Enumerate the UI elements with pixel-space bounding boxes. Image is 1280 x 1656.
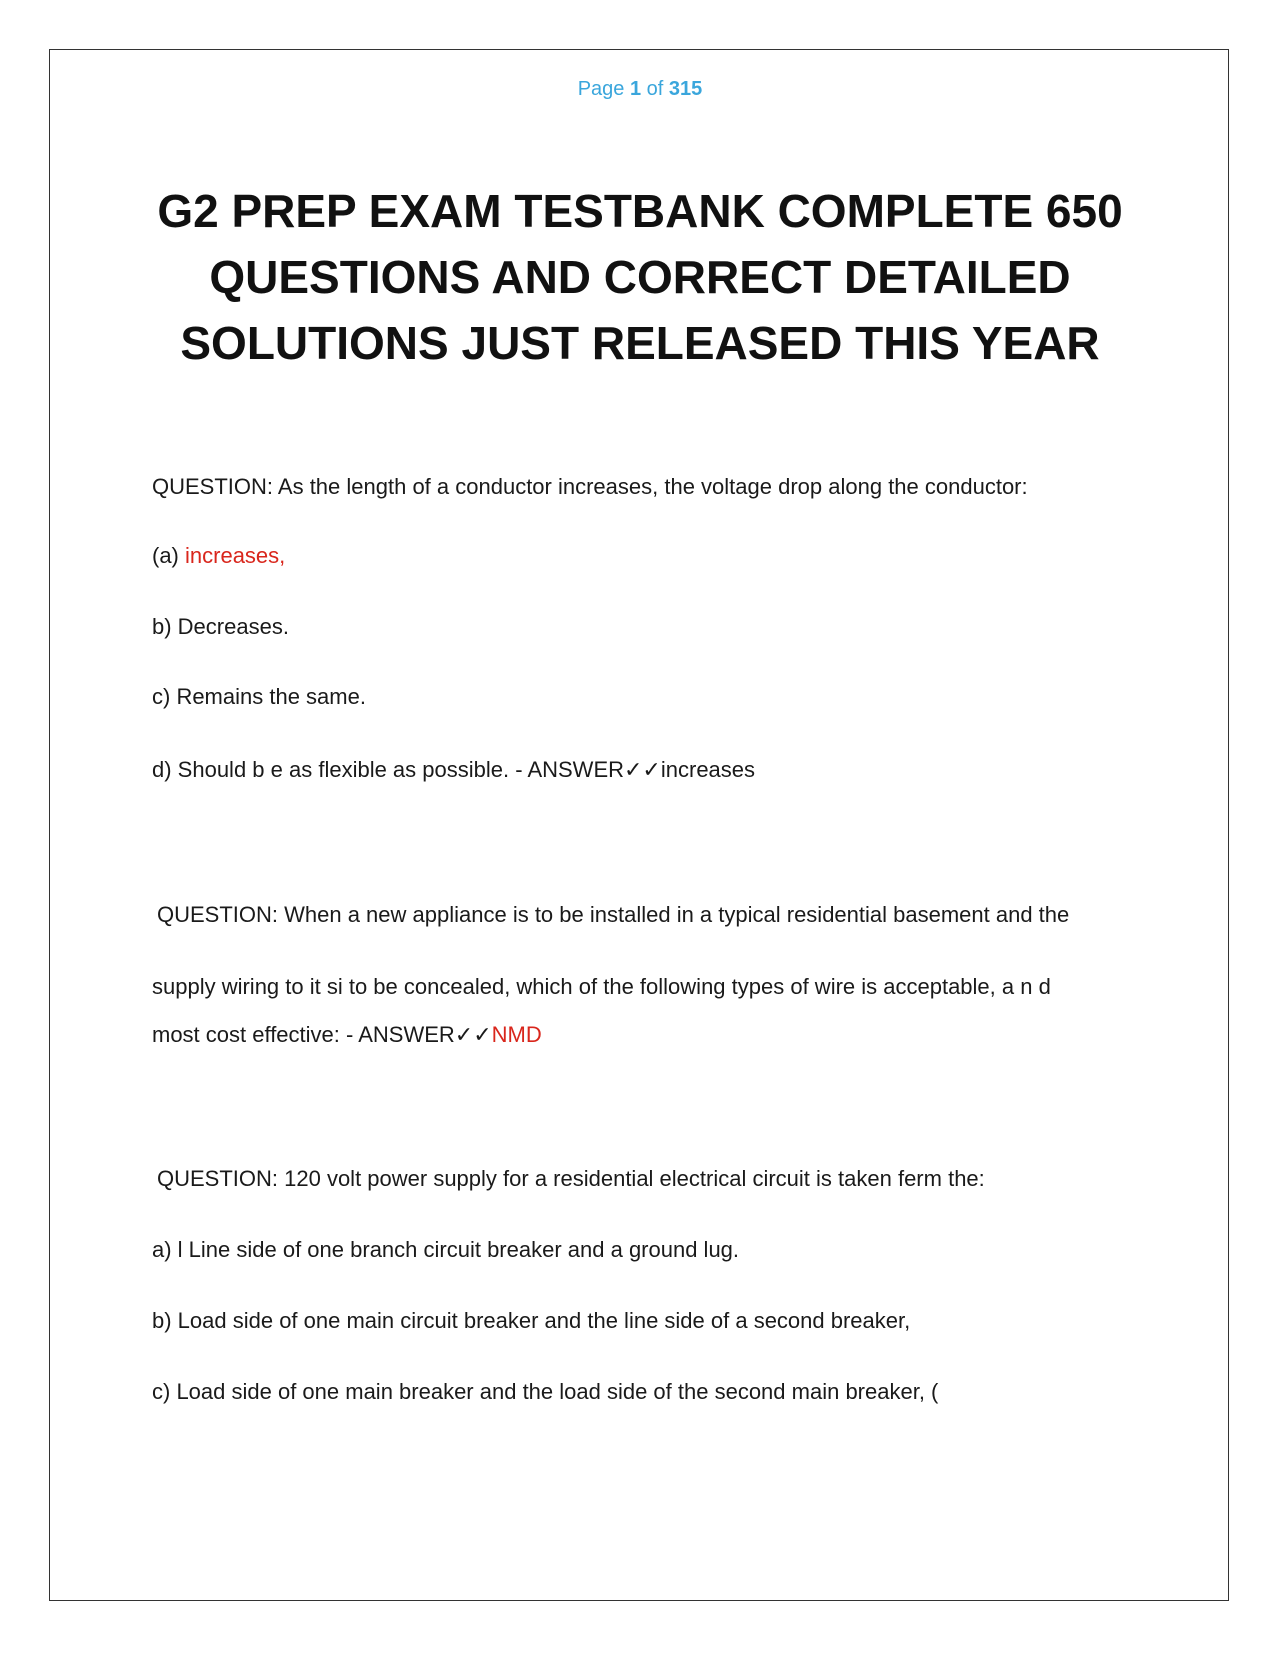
q2-answer-prefix: most cost effective: - ANSWER✓✓ bbox=[152, 1022, 492, 1047]
q2-question-line-3 bbox=[152, 1022, 542, 1048]
page-current: 1 bbox=[629, 78, 642, 100]
q1-option-d: d) Should b e as flexible as possible. - ANSWER✓✓increases bbox=[152, 757, 756, 782]
q2-question-line-1: QUESTION: When a new appliance is to be installed in a typical residential basement and the bbox=[157, 902, 1070, 927]
q1-option-a-answer: increases, bbox=[185, 543, 286, 568]
q2-answer: NMD bbox=[491, 1022, 542, 1047]
q1-option-a bbox=[152, 543, 285, 569]
title-line-2: QUESTIONS AND CORRECT DETAILED bbox=[209, 251, 1071, 303]
page-total: 315 bbox=[668, 78, 703, 100]
page-of: of bbox=[646, 78, 664, 100]
q3-question: QUESTION: 120 volt power supply for a residential electrical circuit is taken ferm the: bbox=[157, 1166, 985, 1191]
q1-question: QUESTION: As the length of a conductor increases, the voltage drop along the conductor: bbox=[152, 474, 1028, 499]
q2-question-line-2: supply wiring to it si to be concealed, which of the following types of wire is acceptable, a n d bbox=[152, 974, 1051, 999]
page-prefix: Page bbox=[577, 78, 625, 100]
page-counter bbox=[0, 78, 1280, 101]
q3-option-b: b) Load side of one main circuit breaker and the line side of a second breaker, bbox=[152, 1308, 911, 1333]
title-line-1: G2 PREP EXAM TESTBANK COMPLETE 650 bbox=[157, 185, 1123, 237]
q3-option-c: c) Load side of one main breaker and the load side of the second main breaker, ( bbox=[152, 1379, 939, 1404]
q3-option-a: a) l Line side of one branch circuit breaker and a ground lug. bbox=[152, 1237, 740, 1262]
q1-option-b: b) Decreases. bbox=[152, 614, 289, 639]
document-title bbox=[110, 178, 1170, 376]
q1-option-a-prefix: (a) bbox=[152, 543, 179, 568]
q1-option-c: c) Remains the same. bbox=[152, 684, 366, 709]
title-line-3: SOLUTIONS JUST RELEASED THIS YEAR bbox=[180, 317, 1100, 369]
